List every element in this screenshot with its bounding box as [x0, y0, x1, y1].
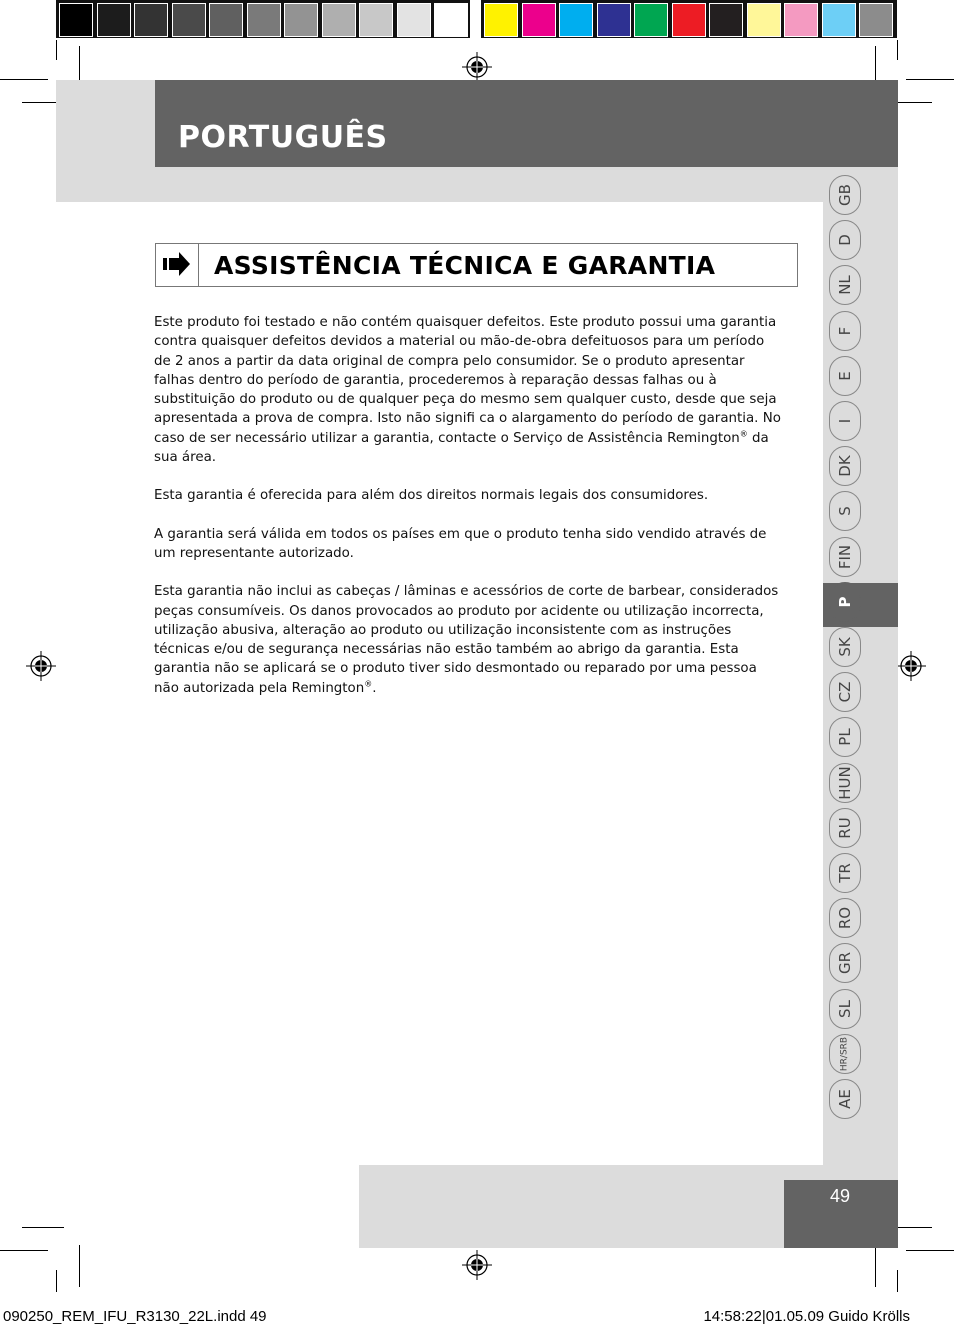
tab-gr[interactable] [829, 943, 861, 983]
timestamp-slug: 14:58:22|01.05.09 Guido Krölls [703, 1308, 910, 1325]
crop-mark [79, 1245, 80, 1287]
tab-sl[interactable] [829, 989, 861, 1029]
crop-mark [897, 1270, 898, 1292]
tab-label: RO [836, 907, 854, 930]
registration-mark-icon [462, 52, 492, 82]
color-swatch [434, 3, 468, 37]
tab-i[interactable] [829, 401, 861, 441]
color-swatch [597, 3, 631, 37]
tab-label: P [836, 596, 854, 608]
color-swatch [322, 3, 356, 37]
color-swatch [97, 3, 131, 37]
color-swatch [247, 3, 281, 37]
section-icon-cell [155, 243, 199, 287]
tab-fin[interactable] [829, 537, 861, 577]
section-title: ASSISTÊNCIA TÉCNICA E GARANTIA [214, 251, 716, 280]
tab-label: DK [836, 455, 854, 477]
tab-label: D [836, 234, 854, 246]
tab-ae[interactable] [829, 1079, 861, 1119]
arrow-right-icon [155, 243, 197, 285]
tab-label: CZ [836, 681, 854, 703]
crop-mark [0, 79, 48, 80]
tab-f[interactable] [829, 311, 861, 351]
tab-cz[interactable] [829, 672, 861, 712]
color-swatch [672, 3, 706, 37]
crop-mark [875, 1245, 876, 1287]
crop-mark [0, 1250, 48, 1251]
tab-gb[interactable] [829, 175, 861, 215]
color-swatch [209, 3, 243, 37]
paragraph: Esta garantia é oferecida para além dos direitos normais legais dos consumidores. [154, 488, 709, 504]
crop-mark [56, 40, 57, 60]
tab-label: RU [836, 817, 854, 839]
color-swatch [284, 3, 318, 37]
paragraph: Esta garantia não inclui as cabeças / lâminas e acessórios de corte de barbear, considerados peças consumíveis. Os danos provocados ao produto por acidente ou utilização incorrecta, utilização abusiva, alteração ao produto ou utilização inconsistente com as instruções técnicas e/ou de segurança necessárias não estão também ao abrigo da garantia. Esta garantia não se aplicará se o produto tiver sido desmontado ou reparado por uma pessoa não autorizada pela Remington®. [154, 584, 779, 696]
page-number: 49 [830, 1186, 851, 1206]
crop-mark [906, 1250, 954, 1251]
registration-mark-icon [26, 651, 56, 681]
tab-label: HUN [836, 765, 854, 800]
tab-hr-srb[interactable] [829, 1034, 861, 1074]
color-swatch [634, 3, 668, 37]
tab-sk[interactable] [829, 627, 861, 667]
tab-label: NL [836, 275, 854, 296]
color-swatch [784, 3, 818, 37]
warranty-text [154, 313, 784, 717]
color-swatch [522, 3, 556, 37]
color-swatch [172, 3, 206, 37]
registration-mark-icon [896, 651, 926, 681]
tab-label: F [836, 326, 854, 335]
tab-label: GR [836, 952, 854, 975]
crop-mark [906, 79, 954, 80]
tab-pl[interactable] [829, 717, 861, 757]
crop-mark [56, 1270, 57, 1292]
tab-label: TR [836, 863, 854, 883]
tab-label: GB [836, 184, 854, 206]
tab-label: I [836, 418, 854, 424]
color-swatch [59, 3, 93, 37]
language-title: PORTUGUÊS [178, 120, 388, 155]
tab-d[interactable] [829, 220, 861, 260]
color-swatch [359, 3, 393, 37]
tab-label: PL [836, 728, 854, 747]
tab-dk[interactable] [829, 446, 861, 486]
tab-p[interactable] [829, 582, 861, 622]
color-swatch [709, 3, 743, 37]
tab-label: SK [836, 637, 854, 657]
tab-nl[interactable] [829, 265, 861, 305]
color-swatch [559, 3, 593, 37]
color-swatch [859, 3, 893, 37]
tab-label: E [836, 371, 854, 381]
tab-ro[interactable] [829, 898, 861, 938]
color-swatch [822, 3, 856, 37]
tab-e[interactable] [829, 356, 861, 396]
tab-label: FIN [836, 544, 854, 569]
registration-mark-icon [462, 1250, 492, 1280]
paragraph: A garantia será válida em todos os países em que o produto tenha sido vendido através de um representante autorizado. [154, 526, 767, 561]
color-swatch [397, 3, 431, 37]
tab-hun[interactable] [829, 763, 861, 803]
tab-label: SL [836, 999, 854, 1018]
tab-label: AE [836, 1089, 854, 1109]
color-swatch [484, 3, 518, 37]
tab-ru[interactable] [829, 808, 861, 848]
tab-s[interactable] [829, 491, 861, 531]
color-swatch [747, 3, 781, 37]
paragraph: Este produto foi testado e não contém quaisquer defeitos. Este produto possui uma garantia contra quaisquer defeitos devidos a material ou mão-de-obra defeituosos para um período de 2 anos a partir da data original de compra pelo consumidor. Se o produto apresentar falhas dentro do período de garantia, procederemos à reparação dessas falhas ou à substituição do produto ou de qualquer peça do mesmo sem qualquer custo, desde que seja apresentada a prova de compra. Isto não signifi ca o alargamento do período de garantia. No caso de ser necessário utilizar a garantia, contacte o Serviço de Assistência Remington® da sua área. [154, 315, 781, 466]
tab-label: S [836, 506, 854, 517]
tab-tr[interactable] [829, 853, 861, 893]
file-slug: 090250_REM_IFU_R3130_22L.indd 49 [3, 1308, 267, 1325]
crop-mark [22, 1227, 64, 1228]
color-swatch [134, 3, 168, 37]
crop-mark [897, 40, 898, 60]
tab-label: HR/SRB [839, 1036, 850, 1071]
